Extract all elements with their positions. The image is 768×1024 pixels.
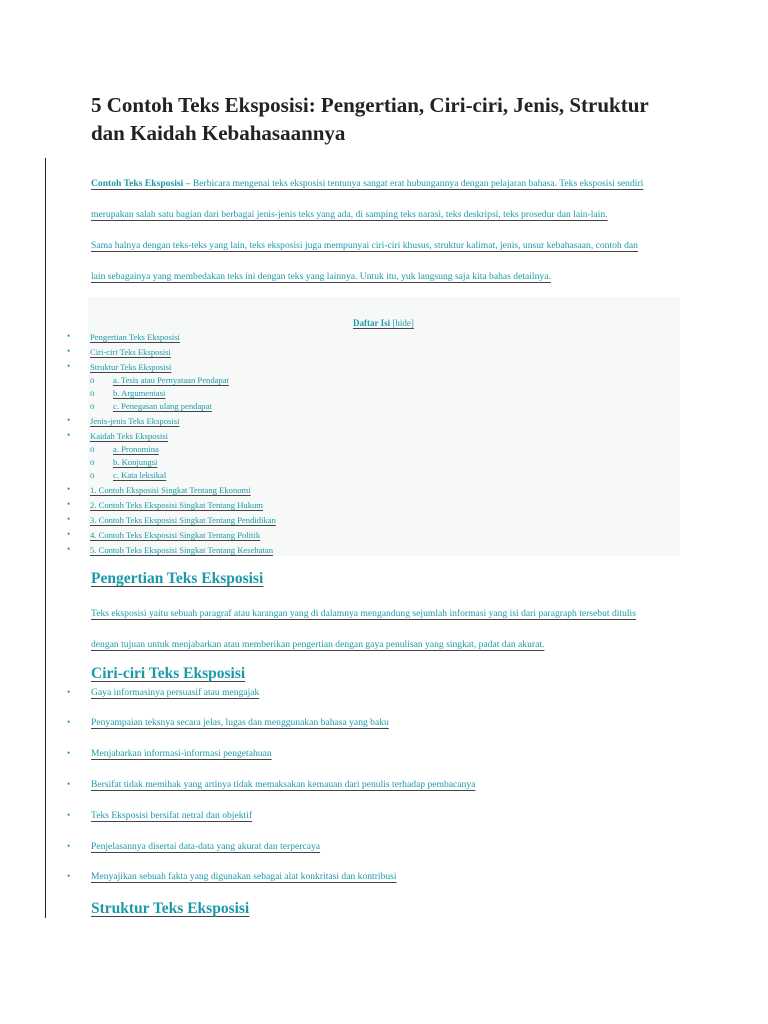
bullet-icon: • bbox=[67, 331, 71, 341]
toc-item-struktur[interactable]: Struktur Teks Eksposisi bbox=[90, 362, 172, 372]
ciri-item[interactable]: Gaya informasinya persuasif atau mengajak bbox=[91, 687, 260, 698]
toc-subitem-tesis[interactable]: a. Tesis atau Pernyataan Pendapat bbox=[113, 375, 229, 385]
bullet-icon: • bbox=[67, 748, 71, 758]
bullet-icon: • bbox=[67, 346, 71, 356]
bullet-icon: • bbox=[67, 415, 71, 425]
ciri-item[interactable]: Teks Eksposisi bersifat netral dan objektif bbox=[91, 810, 253, 821]
intro-line-1[interactable] bbox=[91, 178, 643, 189]
toc-item-contoh-ekonomi[interactable]: 1. Contoh Eksposisi Singkat Tentang Ekonomi bbox=[90, 485, 251, 495]
bullet-icon: • bbox=[67, 687, 71, 697]
ciri-item[interactable]: Penjelasannya disertai data-data yang akurat dan terpercaya bbox=[91, 841, 321, 852]
toc-item-contoh-hukum[interactable]: 2. Contoh Teks Eksposisi Singkat Tentang Hukum bbox=[90, 500, 263, 510]
ciri-item[interactable]: Menjabarkan informasi-informasi pengetahuan bbox=[91, 748, 272, 759]
bullet-icon: • bbox=[67, 430, 71, 440]
toc-subitem-pronomina[interactable]: a. Pronomina bbox=[113, 444, 159, 454]
bullet-icon: • bbox=[67, 841, 71, 851]
intro-line-2[interactable]: merupakan salah satu bagian dari berbagai jenis-jenis teks yang ada, di samping teks narasi, teks deskripsi, teks prosedur dan lain-lain. bbox=[91, 209, 608, 220]
page-title-line2: dan Kaidah Kebahasaannya bbox=[91, 121, 346, 145]
intro-line-1-text: Berbicara mengenai teks eksposisi tentunya sangat erat hubungannya dengan pelajaran bahasa. Teks eksposisi sendiri bbox=[190, 178, 644, 189]
intro-line-3[interactable]: Sama halnya dengan teks-teks yang lain, teks eksposisi juga mempunyai ciri-ciri khusus, struktur kalimat, jenis, unsur kebahasaan, contoh dan bbox=[91, 240, 638, 251]
intro-lead: Contoh Teks Eksposisi – bbox=[91, 178, 191, 189]
toc-subitem-konjungsi[interactable]: b. Konjungsi bbox=[113, 457, 158, 467]
bullet-icon: • bbox=[67, 544, 71, 554]
toc-hide-link[interactable]: [hide] bbox=[392, 318, 414, 328]
circle-bullet-icon: o bbox=[90, 470, 95, 480]
bullet-icon: • bbox=[67, 484, 71, 494]
toc-subitem-penegasan[interactable]: c. Penegasan ulang pendapat bbox=[113, 401, 212, 411]
bullet-icon: • bbox=[67, 361, 71, 371]
bullet-icon: • bbox=[67, 871, 71, 881]
toc-title: Daftar Isi bbox=[353, 318, 391, 328]
toc-subitem-kata-leksikal[interactable]: c. Kata leksikal bbox=[113, 470, 167, 480]
section-heading-pengertian[interactable]: Pengertian Teks Eksposisi bbox=[91, 570, 264, 587]
toc-item-contoh-pendidikan[interactable]: 3. Contoh Teks Eksposisi Singkat Tentang Pendidikan bbox=[90, 515, 276, 525]
toc-item-contoh-politik[interactable]: 4. Contoh Teks Eksposisi Singkat Tentang Politik bbox=[90, 530, 261, 540]
bullet-icon: • bbox=[67, 529, 71, 539]
bullet-icon: • bbox=[67, 514, 71, 524]
circle-bullet-icon: o bbox=[90, 388, 95, 398]
toc-item-jenis[interactable]: Jenis-jenis Teks Eksposisi bbox=[90, 416, 180, 426]
pengertian-line-1[interactable]: Teks eksposisi yaitu sebuah paragraf atau karangan yang di dalamnya mengandung sejumlah informasi yang isi dari paragraph tersebut ditulis bbox=[91, 608, 636, 619]
bullet-icon: • bbox=[67, 499, 71, 509]
ciri-item[interactable]: Penyampaian teksnya secara jelas, lugas dan menggunakan bahasa yang baku bbox=[91, 717, 389, 728]
bullet-icon: • bbox=[67, 810, 71, 820]
page-title: 5 Contoh Teks Eksposisi: Pengertian, Ciri-ciri, Jenis, Struktur bbox=[91, 93, 649, 117]
circle-bullet-icon: o bbox=[90, 444, 95, 454]
left-margin-rule bbox=[45, 158, 46, 918]
intro-line-4[interactable]: lain sebagainya yang membedakan teks ini dengan teks yang lainnya. Untuk itu, yuk langsung saja kita bahas detailnya. bbox=[91, 271, 551, 282]
toc-item-pengertian[interactable]: Pengertian Teks Eksposisi bbox=[90, 332, 180, 342]
ciri-item[interactable]: Bersifat tidak memihak yang artinya tidak memaksakan kemauan dari penulis terhadap pembacanya bbox=[91, 779, 476, 790]
circle-bullet-icon: o bbox=[90, 401, 95, 411]
ciri-item[interactable]: Menyajikan sebuah fakta yang digunakan sebagai alat konkritasi dan kontribusi bbox=[91, 871, 397, 882]
section-heading-struktur[interactable]: Struktur Teks Eksposisi bbox=[91, 900, 250, 917]
bullet-icon: • bbox=[67, 717, 71, 727]
toc-item-contoh-kesehatan[interactable]: 5. Contoh Teks Eksposisi Singkat Tentang Kesehatan bbox=[90, 545, 273, 555]
toc-item-ciri[interactable]: Ciri-ciri Teks Eksposisi bbox=[90, 347, 171, 357]
toc-item-kaidah[interactable]: Kaidah Teks Eksposisi bbox=[90, 431, 169, 441]
bullet-icon: • bbox=[67, 779, 71, 789]
section-heading-ciri[interactable]: Ciri-ciri Teks Eksposisi bbox=[91, 665, 246, 682]
circle-bullet-icon: o bbox=[90, 457, 95, 467]
toc-heading bbox=[353, 318, 414, 328]
pengertian-line-2[interactable]: dengan tujuan untuk menjabarkan atau memberikan pengertian dengan gaya penulisan yang singkat, padat dan akurat. bbox=[91, 639, 545, 650]
toc-subitem-argumentasi[interactable]: b. Argumentasi bbox=[113, 388, 166, 398]
circle-bullet-icon: o bbox=[90, 375, 95, 385]
